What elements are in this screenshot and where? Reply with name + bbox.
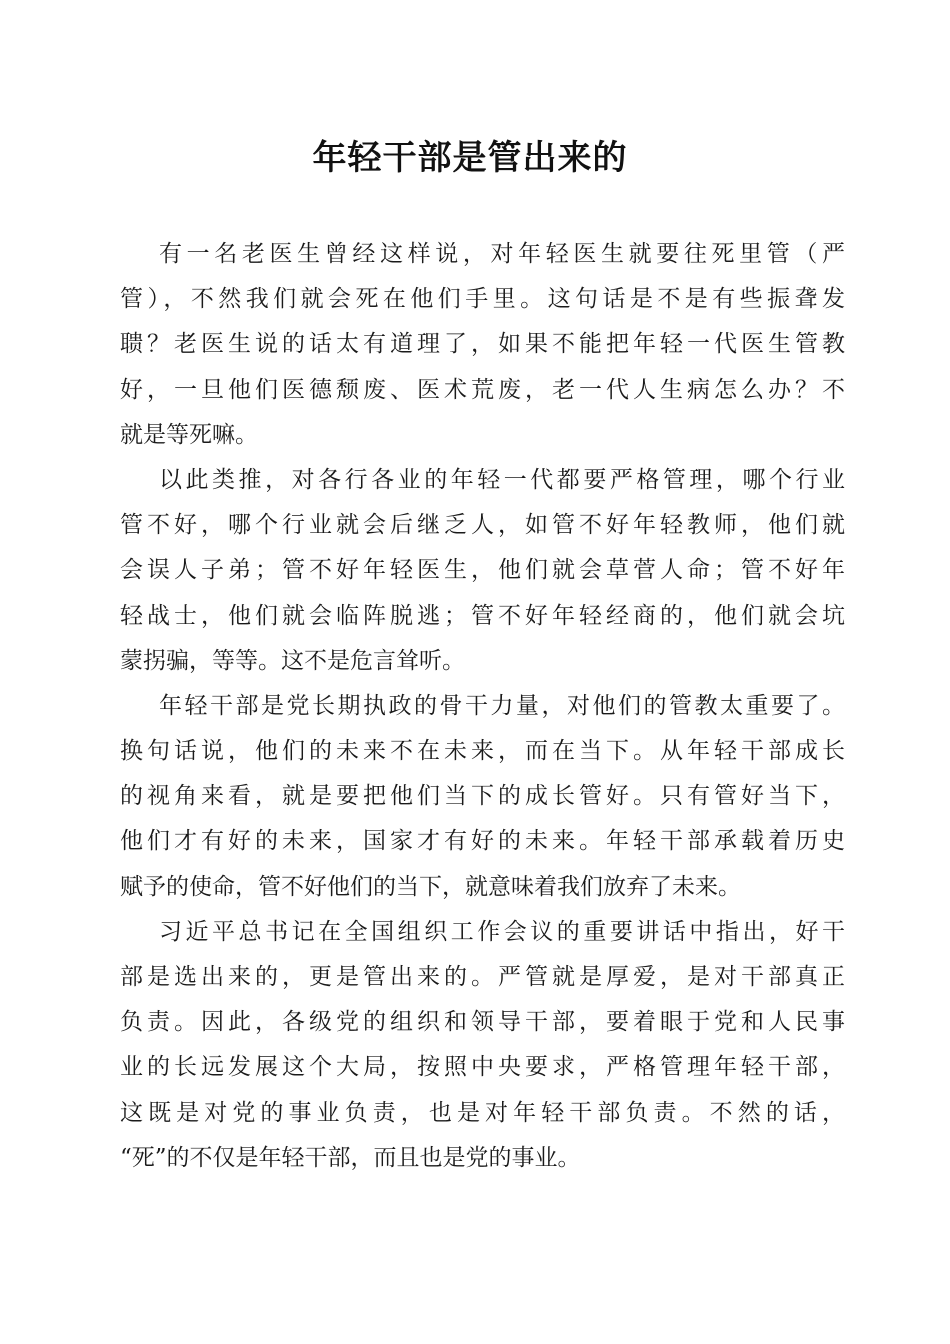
text-line: 部是选出来的，更是管出来的。严管就是厚爱，是对干部真正 (120, 964, 845, 990)
document-body (120, 232, 845, 1181)
text-line: 会误人子弟；管不好年轻医生，他们就会草菅人命；管不好年 (120, 557, 845, 584)
text-line: 蒙拐骗，等等。这不是危言耸听。 (120, 647, 465, 674)
paragraph-2 (120, 458, 845, 684)
text-line: 业的长远发展这个大局，按照中央要求，严格管理年轻干部， (120, 1054, 845, 1081)
document-title: 年轻干部是管出来的 (312, 138, 628, 178)
paragraph-1 (120, 232, 845, 458)
text-line: 轻战士，他们就会临阵脱逃；管不好年轻经商的，他们就会坑 (120, 602, 845, 629)
text-line: 好，一旦他们医德颓废、医术荒废，老一代人生病怎么办？不 (120, 376, 845, 403)
text-line: 有一名老医生曾经这样说，对年轻医生就要往死里管（严 (159, 241, 845, 267)
text-line: 管），不然我们就会死在他们手里。这句话是不是有些振聋发 (120, 286, 845, 313)
text-line: 聩？老医生说的话太有道理了，如果不能把年轻一代医生管教 (120, 331, 845, 358)
text-line: 年轻干部是党长期执政的骨干力量，对他们的管教太重要了。 (159, 692, 845, 719)
text-line: 管不好，哪个行业就会后继乏人，如管不好年轻教师，他们就 (120, 512, 845, 539)
text-line: 赋予的使命，管不好他们的当下，就意味着我们放弃了未来。 (120, 873, 741, 900)
text-line: 负责。因此，各级党的组织和领导干部，要着眼于党和人民事 (120, 1009, 845, 1036)
text-line: 这既是对党的事业负责，也是对年轻干部负责。不然的话， (120, 1099, 845, 1126)
text-line: 就是等死嘛。 (120, 421, 258, 448)
text-line: 他们才有好的未来，国家才有好的未来。年轻干部承载着历史 (120, 828, 845, 855)
text-line: 习近平总书记在全国组织工作会议的重要讲话中指出，好干 (159, 918, 845, 945)
text-line: 的视角来看，就是要把他们当下的成长管好。只有管好当下， (120, 783, 845, 810)
text-line: “死”的不仅是年轻干部，而且也是党的事业。 (120, 1144, 581, 1171)
paragraph-4 (120, 910, 845, 1181)
text-line: 以此类推，对各行各业的年轻一代都要严格管理，哪个行业 (159, 466, 845, 493)
text-line: 换句话说，他们的未来不在未来，而在当下。从年轻干部成长 (120, 738, 845, 765)
paragraph-3 (120, 684, 845, 910)
